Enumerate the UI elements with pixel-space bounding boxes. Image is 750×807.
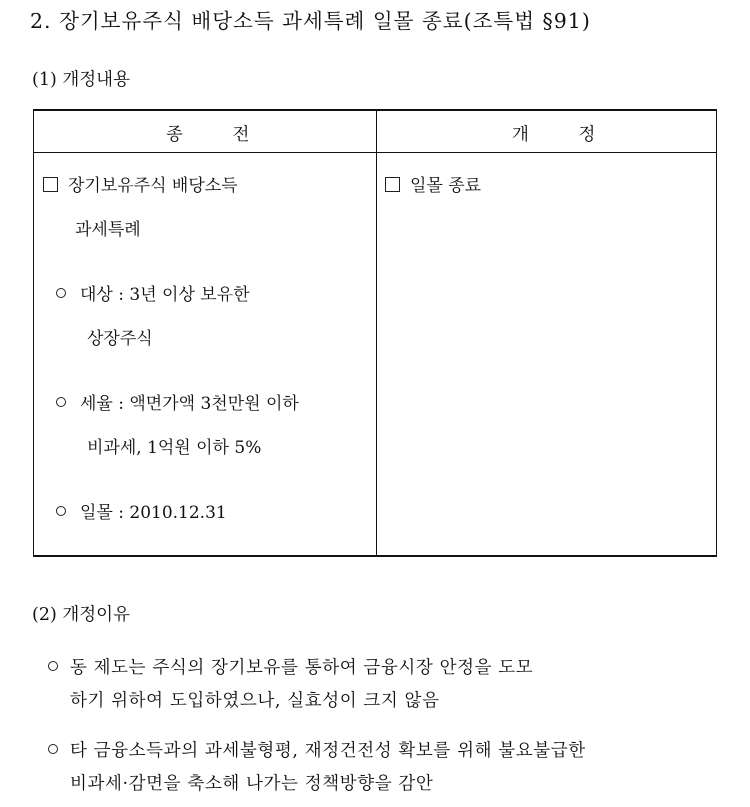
- reason-2: [48, 737, 586, 762]
- checkbox-square-icon: [385, 177, 400, 192]
- header-divider: [34, 152, 716, 153]
- before-item-line2: 과세특례: [75, 220, 141, 240]
- after-item: [385, 171, 481, 196]
- document-title: 2. 장기보유주식 배당소득 과세특례 일몰 종료(조특법 §91): [30, 9, 591, 33]
- bullet-target: [56, 280, 250, 305]
- bullet-rate-line1: 세율 : 액면가액 3천만원 이하: [80, 394, 299, 414]
- before-item-line1: 장기보유주식 배당소득: [68, 176, 238, 196]
- circle-bullet-icon: [56, 288, 66, 298]
- bullet-rate-line2: 비과세, 1억원 이하 5%: [87, 438, 262, 458]
- section-heading-amendment: (1) 개정내용: [32, 70, 130, 90]
- reason-1: [48, 654, 533, 679]
- reason-1-line2: 하기 위하여 도입하였으나, 실효성이 크지 않음: [70, 691, 440, 711]
- circle-bullet-icon: [56, 506, 66, 516]
- column-divider: [376, 111, 377, 555]
- header-after: 개 정: [512, 125, 618, 145]
- before-item: [43, 171, 238, 196]
- reason-1-line1: 동 제도는 주식의 장기보유를 통하여 금융시장 안정을 도모: [70, 658, 534, 678]
- circle-bullet-icon: [56, 397, 66, 407]
- reason-2-line2: 비과세·감면을 축소해 나가는 정책방향을 감안: [70, 774, 434, 794]
- bullet-target-line2: 상장주식: [87, 329, 153, 349]
- bullet-target-line1: 대상 : 3년 이상 보유한: [80, 285, 250, 305]
- circle-bullet-icon: [48, 744, 58, 754]
- checkbox-square-icon: [43, 177, 58, 192]
- comparison-table: [33, 109, 717, 557]
- header-before: 종 전: [166, 125, 272, 145]
- bullet-sunset-line1: 일몰 : 2010.12.31: [80, 503, 227, 523]
- after-item-text: 일몰 종료: [410, 176, 482, 196]
- circle-bullet-icon: [48, 661, 58, 671]
- section-heading-reason: (2) 개정이유: [32, 605, 130, 625]
- bullet-rate: [56, 389, 299, 414]
- bullet-sunset: [56, 498, 227, 523]
- reason-2-line1: 타 금융소득과의 과세불형평, 재정건전성 확보를 위해 불요불급한: [70, 741, 586, 761]
